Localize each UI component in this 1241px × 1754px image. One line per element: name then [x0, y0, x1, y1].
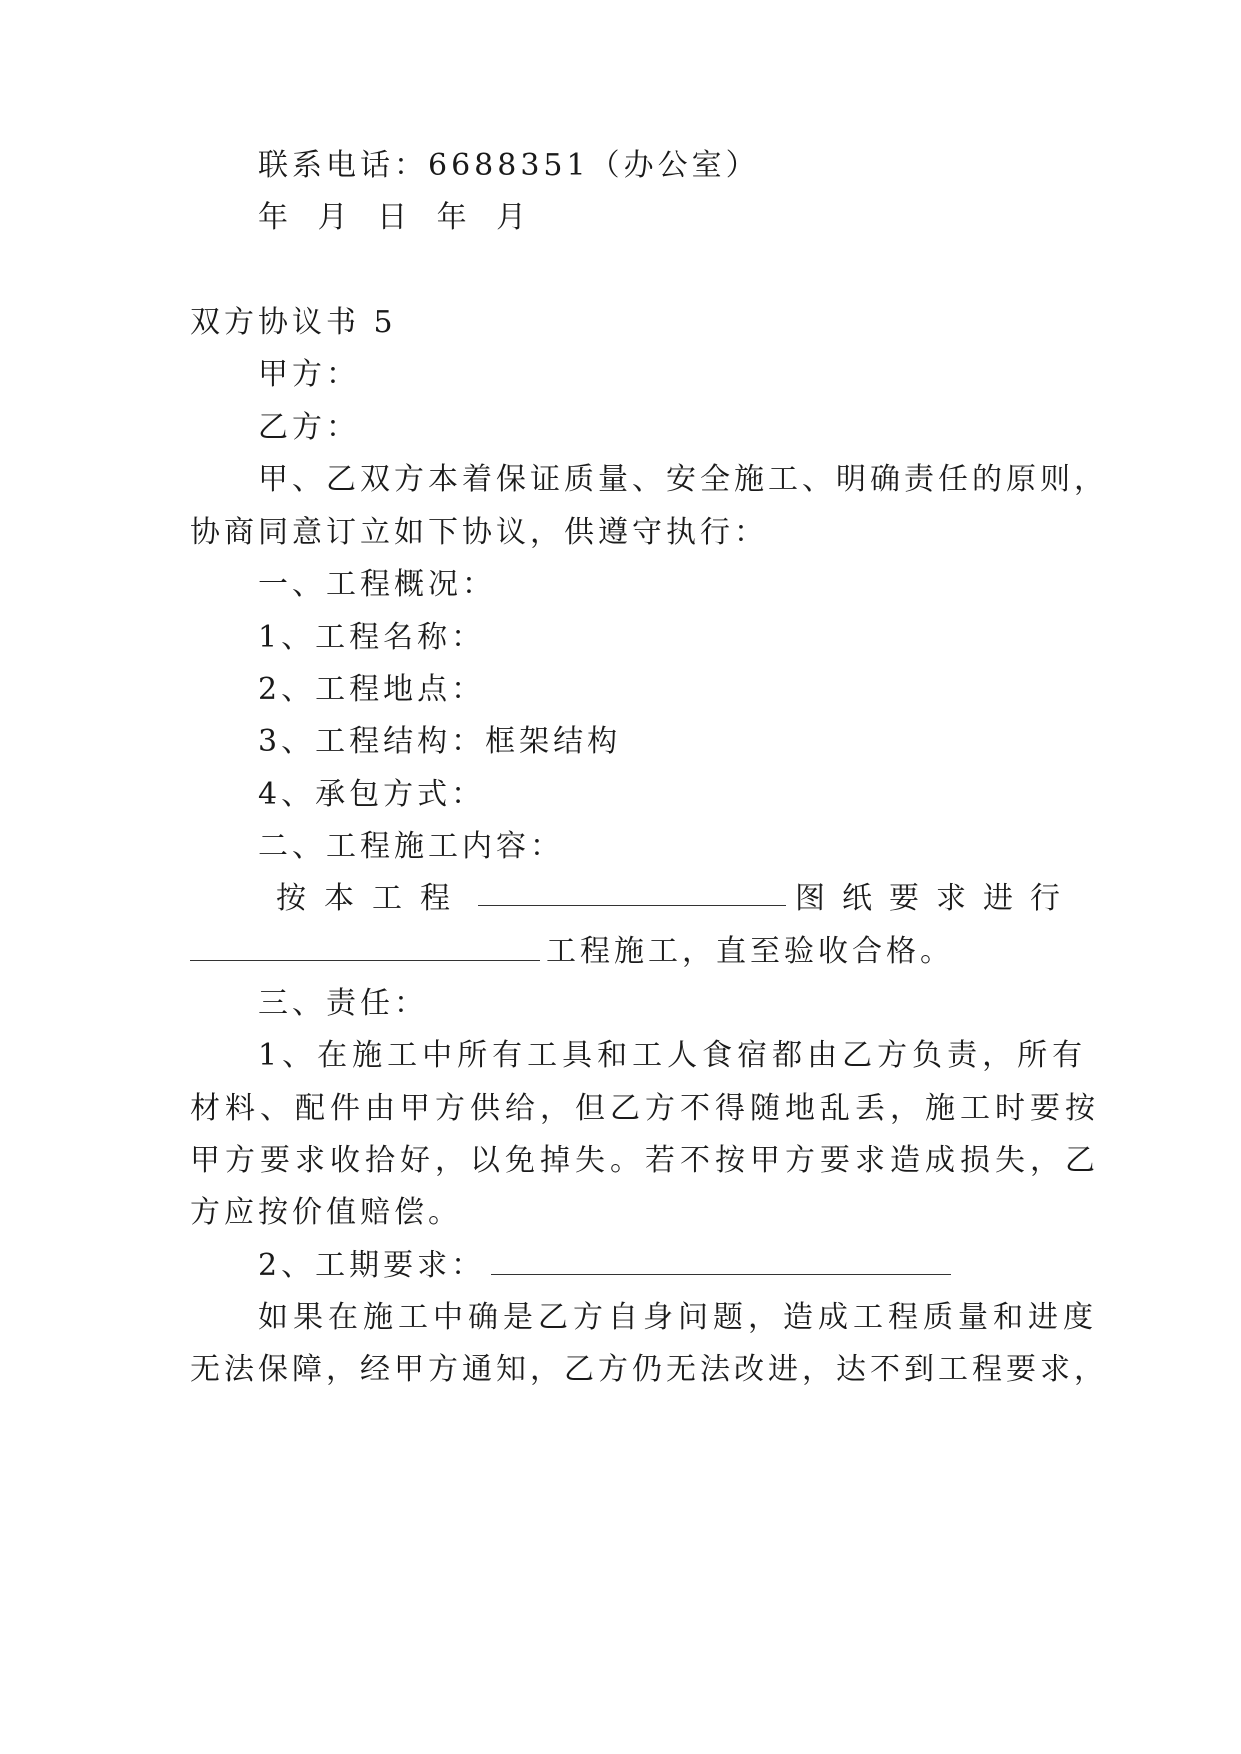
blank-schedule-field [491, 1248, 951, 1275]
content-line-2 [190, 932, 1060, 972]
section-3-heading: 三、责任： [258, 986, 428, 1021]
section-1-heading: 一、工程概况： [258, 567, 496, 602]
project-structure-item: 3、工程结构：框架结构 [258, 724, 622, 759]
blank-drawing-field [478, 879, 786, 906]
date-line: 年 月 日 年 月 [258, 200, 537, 235]
intro-paragraph-line-1: 甲、乙双方本着保证质量、安全施工、明确责任的原则， [258, 462, 1108, 497]
project-name-item: 1、工程名称： [258, 620, 486, 655]
responsibility-1-line-4: 方应按价值赔偿。 [190, 1195, 462, 1230]
content-line-1 [276, 879, 1077, 919]
content-line-1-end: 图纸要求进行 [795, 881, 1077, 916]
project-location-item: 2、工程地点： [258, 672, 486, 707]
paragraph-line-1: 如果在施工中确是乙方自身问题，造成工程质量和进度 [258, 1300, 1098, 1335]
schedule-requirement [258, 1246, 1060, 1286]
responsibility-1-line-2: 材料、配件由甲方供给，但乙方不得随地乱丢，施工时要按 [190, 1091, 1100, 1126]
blank-construction-field [190, 934, 540, 961]
intro-paragraph-line-2: 协商同意订立如下协议，供遵守执行： [190, 515, 768, 550]
schedule-requirement-label: 2、工期要求： [258, 1248, 486, 1283]
agreement-title: 双方协议书 5 [190, 305, 397, 340]
content-line-2-text: 工程施工，直至验收合格。 [546, 934, 954, 969]
responsibility-1-line-1: 1、在施工中所有工具和工人食宿都由乙方负责，所有 [258, 1038, 1088, 1073]
responsibility-1-line-3: 甲方要求收拾好，以免掉失。若不按甲方要求造成损失，乙 [190, 1143, 1100, 1178]
section-2-heading: 二、工程施工内容： [258, 829, 564, 864]
contract-method-item: 4、承包方式： [258, 777, 486, 812]
party-a-line: 甲方： [258, 357, 360, 392]
contact-phone: 联系电话：6688351（办公室） [258, 148, 760, 183]
party-b-line: 乙方： [258, 410, 360, 445]
content-line-1-start: 按本工程 [276, 881, 468, 916]
paragraph-line-2: 无法保障，经甲方通知，乙方仍无法改进，达不到工程要求， [190, 1352, 1108, 1387]
